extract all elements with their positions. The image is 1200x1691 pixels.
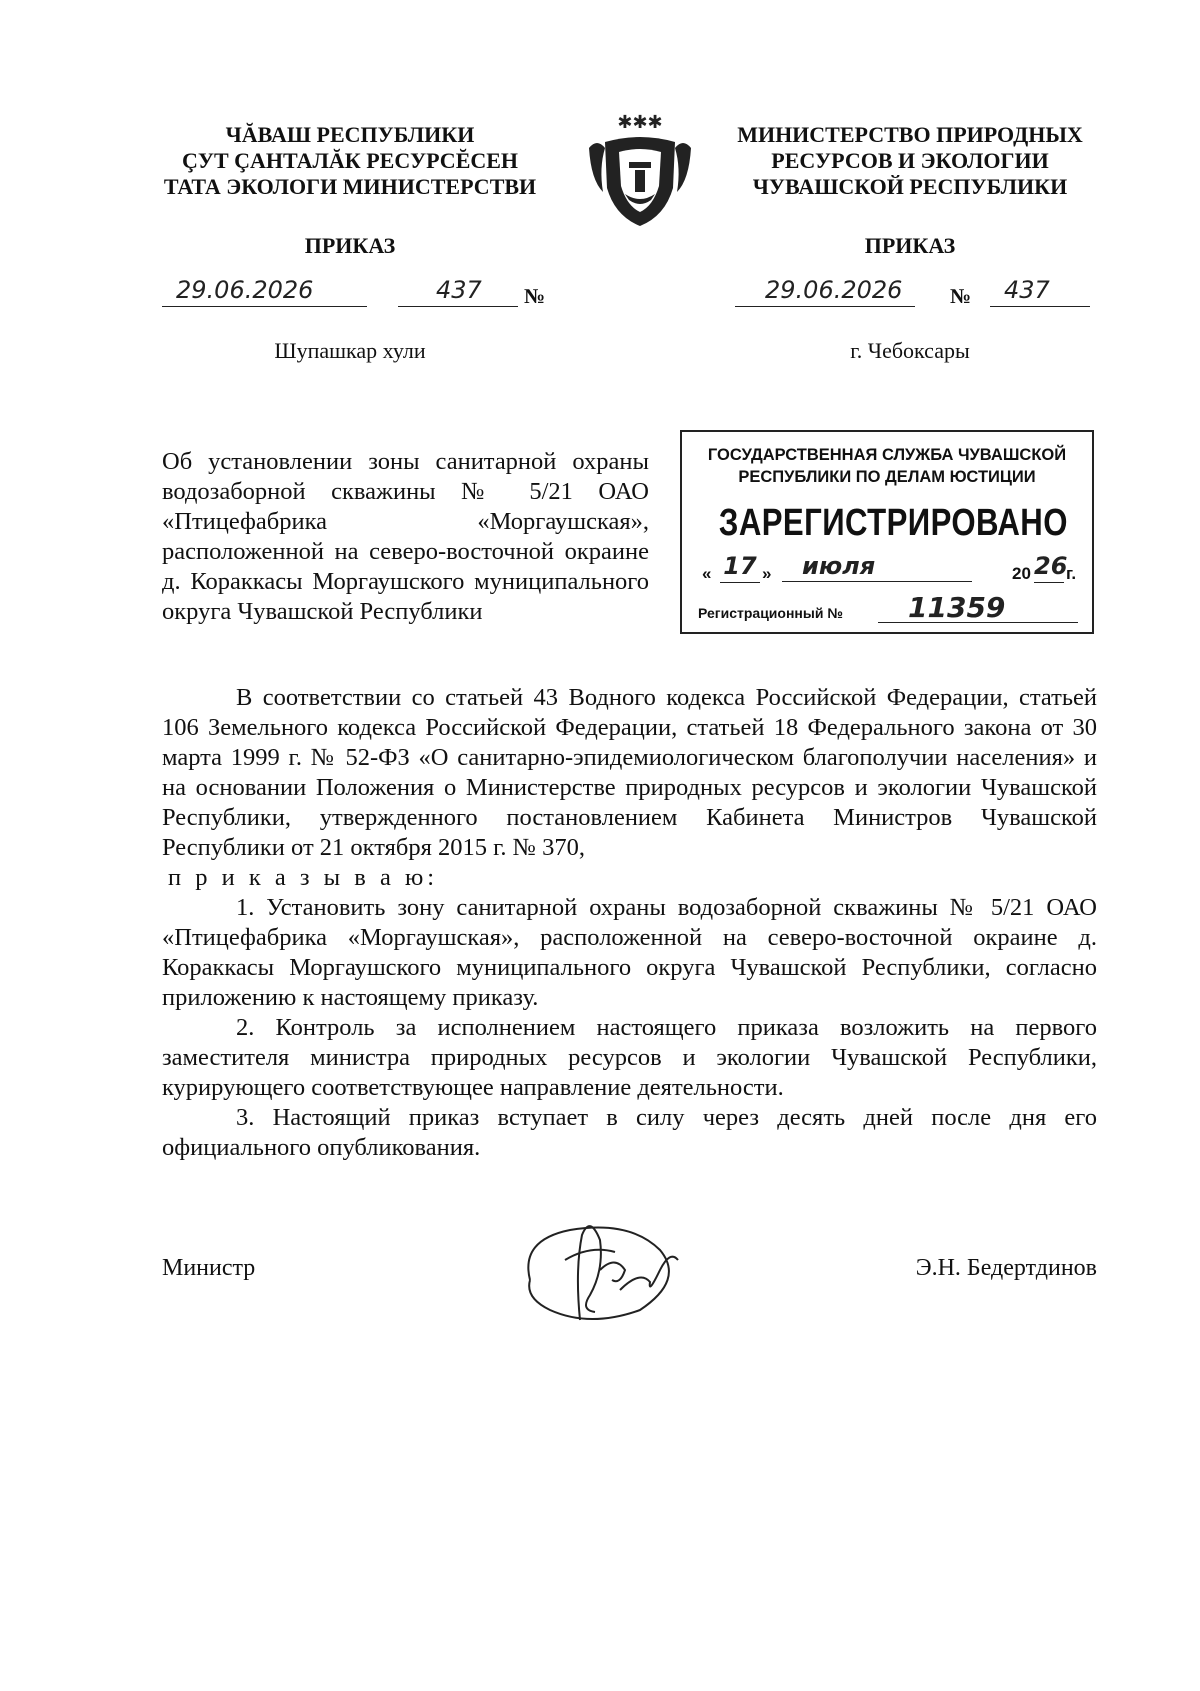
stamp-reg-label: Регистрационный №	[698, 605, 843, 621]
left-number-sign: №	[524, 284, 546, 308]
coat-of-arms-emblem	[585, 108, 695, 232]
doc-type-right: ПРИКАЗ	[864, 233, 956, 258]
stamp-line-2: РЕСПУБЛИКИ ПО ДЕЛАМ ЮСТИЦИИ	[738, 468, 1036, 486]
right-date: 29.06.2026	[765, 276, 903, 304]
header-right-line-3: ЧУВАШСКОЙ РЕСПУБЛИКИ	[752, 174, 1068, 199]
stamp-reg-number: 11359	[878, 591, 1078, 623]
stamp-year-suffix: 26	[1034, 552, 1064, 583]
registration-stamp	[680, 430, 1094, 634]
preamble: В соответствии со статьей 43 Водного кодекса Российской Федерации, статьей 106 Земельного кодекса Российской Федерации, статьей 18 Федерального закона от 30 марта 1999 г. № 52-ФЗ «О санитарно-эпидемиологическом благополучии населения» и на основании Положения о Министерстве природных ресурсов и экологии Чувашской Республики, утвержденного постановлением Кабинета Министров Чувашской Республики от 21 октября 2015 г. № 370,	[162, 684, 1097, 861]
stamp-line-1: ГОСУДАРСТВЕННАЯ СЛУЖБА ЧУВАШСКОЙ	[707, 446, 1067, 464]
order-item-1: 1. Установить зону санитарной охраны водозаборной скважины № 5/21 ОАО «Птицефабрика «Моргаушская», расположенной на северо-восточной окраине д. Кораккасы Моргаушского муниципального округа Чувашской Республики, согласно приложению к настоящему приказу.	[162, 894, 1097, 1011]
order-word: п р и к а з ы в а ю:	[168, 864, 439, 891]
left-date-line	[162, 276, 367, 307]
header-right-line-1: МИНИСТЕРСТВО ПРИРОДНЫХ	[737, 122, 1083, 147]
header-left-line-2: ÇУТ ÇАНТАЛĂК РЕСУРСĔСЕН	[181, 148, 519, 173]
stamp-year-prefix: 20	[1012, 564, 1031, 583]
header-left-line-3: ТАТА ЭКОЛОГИ МИНИСТЕРСТВИ	[163, 174, 537, 199]
stamp-month: июля	[782, 552, 972, 582]
svg-text:✱✱✱: ✱✱✱	[617, 112, 663, 133]
doc-type-left: ПРИКАЗ	[304, 233, 396, 258]
stamp-day: 17	[720, 552, 760, 583]
stamp-reg-row	[698, 591, 1083, 627]
header-right	[725, 122, 1095, 200]
order-item-2: 2. Контроль за исполнением настоящего приказа возложить на первого заместителя министра природных ресурсов и экологии Чувашской Республики, курирующего соответствующее направление деятельности.	[162, 1014, 1097, 1101]
order-item-3: 3. Настоящий приказ вступает в силу через десять дней после дня его официального опубликования.	[162, 1104, 1097, 1161]
handwritten-signature	[520, 1200, 690, 1330]
signature-name: Э.Н. Бедертдинов	[915, 1255, 1097, 1281]
right-number-line	[990, 276, 1090, 307]
right-date-line	[735, 276, 915, 307]
left-city: Шупашкар хули	[274, 338, 426, 363]
header-left-line-1: ЧĂВАШ РЕСПУБЛИКИ	[225, 122, 475, 147]
left-number: 437	[436, 276, 482, 304]
signature-position: Министр	[162, 1255, 256, 1281]
stamp-date-row: « 17 » июля 20 26 г.	[702, 552, 1077, 583]
header-right-line-2: РЕСУРСОВ И ЭКОЛОГИИ	[771, 148, 1049, 173]
header-left	[150, 122, 550, 200]
stamp-year-unit: г.	[1066, 564, 1077, 583]
right-number-sign: №	[950, 284, 972, 308]
order-body	[162, 683, 1097, 1163]
order-subject: Об установлении зоны санитарной охраны водозаборной скважины № 5/21 ОАО «Птицефабрика «Моргаушская», расположенной на северо-восточной окраине д. Кораккасы Моргаушского муниципального округа Чувашской Республики	[162, 448, 649, 625]
right-city: г. Чебоксары	[850, 338, 970, 363]
stamp-status: ЗАРЕГИСТРИРОВАНО	[718, 502, 1068, 544]
left-number-line	[398, 276, 518, 307]
right-number: 437	[1004, 276, 1050, 304]
left-date: 29.06.2026	[176, 276, 314, 304]
